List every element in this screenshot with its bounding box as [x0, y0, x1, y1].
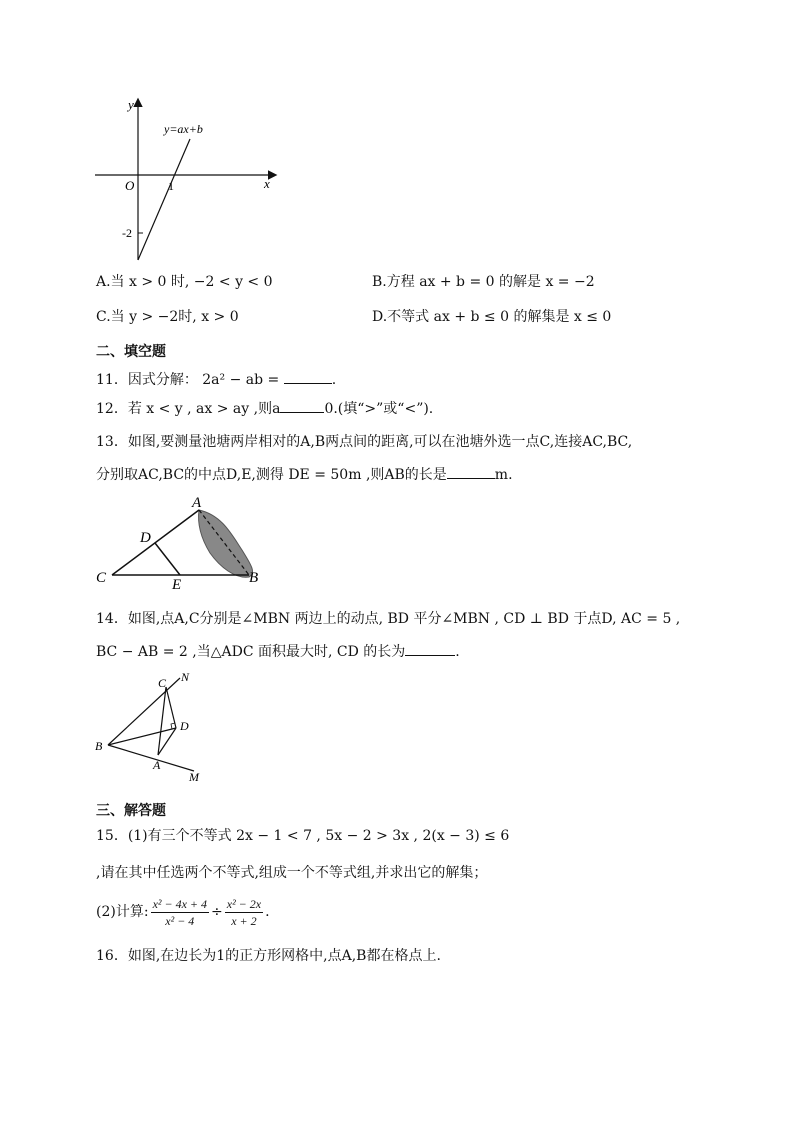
q12-end: 0.(填“>”或“<”).	[324, 401, 434, 417]
q14-text: BC − AB = 2 ,当△ADC 面积最大时, CD 的长为	[96, 644, 406, 660]
question-15-line1: 15．(1)有三个不等式 2x − 1 < 7 , 5x − 2 > 3x , 2(x − 3) ≤ 6	[96, 828, 510, 844]
y-axis-label: y	[128, 97, 134, 112]
option-c: C.当 y > −2时, x > 0	[96, 309, 239, 325]
q12-blank	[280, 398, 324, 413]
question-16: 16．如图,在边长为1的正方形网格中,点A,B都在格点上.	[96, 948, 441, 964]
function-graph	[90, 95, 290, 265]
option-b: B.方程 ax + b = 0 的解是 x = −2	[372, 274, 595, 290]
q12-text: 12．若 x < y , ax > ay ,则a	[96, 401, 281, 417]
q14-blank	[405, 641, 455, 656]
q14-end: .	[455, 644, 460, 660]
y-tick-label: -2	[122, 226, 132, 240]
function-line	[138, 139, 190, 260]
label-m: M	[189, 770, 199, 784]
fraction-2	[225, 896, 263, 929]
question-15-part2	[96, 894, 270, 930]
x-axis-label: x	[264, 176, 270, 191]
ray-bn	[108, 678, 180, 745]
label-c: C	[158, 676, 167, 690]
line-label: y=ax+b	[164, 122, 203, 136]
q15-part2-label: (2)计算:	[96, 904, 149, 920]
question-15-line2: ,请在其中任选两个不等式,组成一个不等式组,并求出它的解集；	[96, 865, 488, 881]
section-fill-in: 二、填空题	[96, 344, 166, 360]
q11-blank	[284, 369, 332, 384]
section-answers: 三、解答题	[96, 803, 166, 819]
fraction-1-denominator: x² − 4	[165, 913, 195, 928]
option-d: D.不等式 ax + b ≤ 0 的解集是 x ≤ 0	[372, 309, 612, 325]
segment-ca	[112, 510, 199, 575]
origin-label: O	[125, 178, 135, 193]
question-11	[96, 369, 336, 389]
question-14-line2	[96, 641, 460, 661]
fraction-1	[151, 896, 209, 929]
pond-figure	[92, 495, 272, 590]
fraction-1-numerator: x² − 4x + 4	[152, 896, 208, 911]
question-13-line1: 13．如图,要测量池塘两岸相对的A,B两点间的距离,可以在池塘外选一点C,连接AC,BC,	[96, 434, 633, 450]
question-14-line1: 14．如图,点A,C分别是∠MBN 两边上的动点, BD 平分∠MBN , CD ⊥ BD 于点D, AC = 5 ,	[96, 611, 681, 627]
question-13-line2	[96, 464, 513, 484]
label-d: D	[180, 719, 189, 733]
label-b: B	[249, 570, 259, 586]
label-c: C	[96, 570, 107, 586]
question-12	[96, 398, 433, 418]
q11-text: 11．因式分解： 2a² − ab =	[96, 372, 280, 388]
fraction-2-denominator: x + 2	[231, 913, 257, 928]
label-d: D	[140, 530, 151, 546]
angle-bisector-figure	[92, 670, 222, 785]
x-tick-label: 1	[168, 179, 174, 193]
q11-end: .	[331, 372, 337, 388]
label-a: A	[153, 758, 161, 772]
label-n: N	[181, 670, 190, 684]
label-a: A	[192, 495, 202, 511]
fraction-2-numerator: x² − 2x	[226, 896, 262, 911]
segment-de	[155, 543, 180, 575]
label-e: E	[172, 577, 182, 590]
q13-blank	[447, 464, 495, 479]
q15-end: .	[265, 904, 270, 920]
label-b: B	[95, 739, 103, 753]
q13-text: 分别取AC,BC的中点D,E,测得 DE = 50m ,则AB的长是	[96, 467, 447, 483]
q13-end: m.	[494, 467, 513, 483]
divide-operator: ÷	[211, 904, 223, 920]
option-a: A.当 x > 0 时, −2 < y < 0	[96, 274, 273, 290]
ray-bm	[108, 745, 194, 771]
segment-cd	[166, 687, 176, 728]
